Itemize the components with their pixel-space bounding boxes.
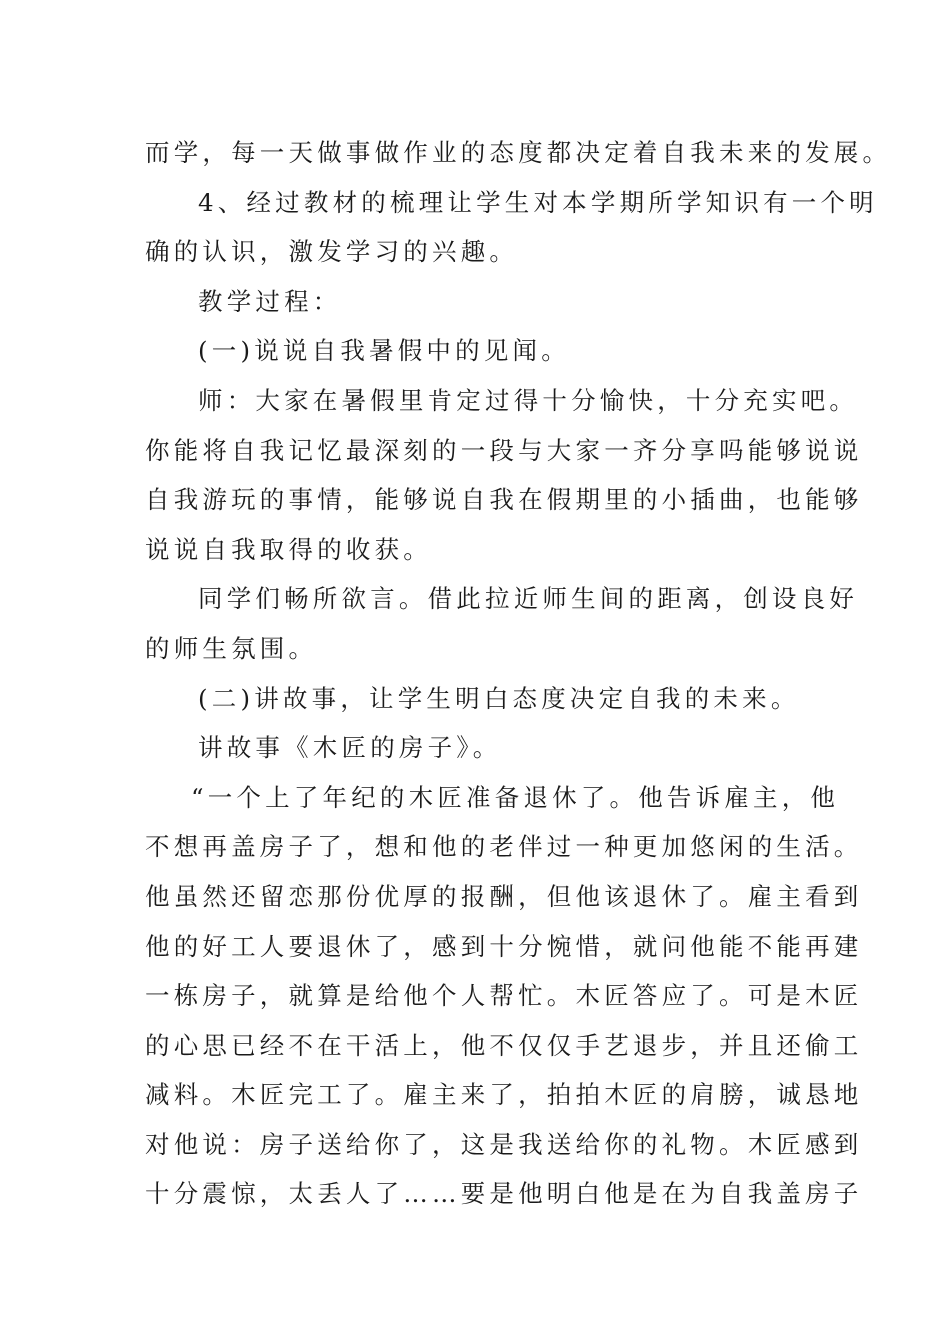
text-line: 讲故事《木匠的房子》。 bbox=[198, 733, 502, 763]
text-line: 确的认识，激发学习的兴趣。 bbox=[145, 237, 519, 267]
text-line: 的师生氛围。 bbox=[145, 633, 318, 663]
text-line: 他虽然还留恋那份优厚的报酬，但他该退休了。雇主看到 bbox=[145, 881, 863, 911]
text-line: 减料。木匠完工了。雇主来了，拍拍木匠的肩膀，诚恳地 bbox=[145, 1080, 863, 1110]
text-line: 十分震惊，太丢人了……要是他明白他是在为自我盖房子 bbox=[145, 1179, 863, 1209]
text-line: 一栋房子，就算是给他个人帮忙。木匠答应了。可是木匠 bbox=[145, 981, 863, 1011]
subsection-heading: (一)说说自我暑假中的见闻。 bbox=[198, 336, 570, 366]
text-line: 对他说：房子送给你了，这是我送给你的礼物。木匠感到 bbox=[145, 1129, 863, 1159]
text-line: 不想再盖房子了，想和他的老伴过一种更加悠闲的生活。 bbox=[145, 832, 863, 862]
text-line: 自我游玩的事情，能够说自我在假期里的小插曲，也能够 bbox=[145, 485, 863, 515]
text-line: 说说自我取得的收获。 bbox=[145, 534, 432, 564]
text-line: 同学们畅所欲言。借此拉近师生间的距离，创设良好 bbox=[198, 584, 859, 614]
section-heading: 教学过程： bbox=[198, 286, 342, 316]
text-line: “一个上了年纪的木匠准备退休了。他告诉雇主，他 bbox=[191, 782, 840, 812]
text-line: 师：大家在暑假里肯定过得十分愉快，十分充实吧。 bbox=[198, 385, 859, 415]
text-line: 他的好工人要退休了，感到十分惋惜，就问他能不能再建 bbox=[145, 931, 863, 961]
subsection-heading: (二)讲故事，让学生明白态度决定自我的未来。 bbox=[198, 683, 800, 713]
document-body bbox=[145, 128, 892, 1219]
text-line: 而学，每一天做事做作业的态度都决定着自我未来的发展。 bbox=[145, 138, 892, 167]
text-line: 的心思已经不在干活上，他不仅仅手艺退步，并且还偷工 bbox=[145, 1030, 863, 1060]
text-line: 4、经过教材的梳理让学生对本学期所学知识有一个明 bbox=[198, 187, 878, 217]
text-line: 你能将自我记忆最深刻的一段与大家一齐分享吗能够说说 bbox=[145, 435, 863, 465]
